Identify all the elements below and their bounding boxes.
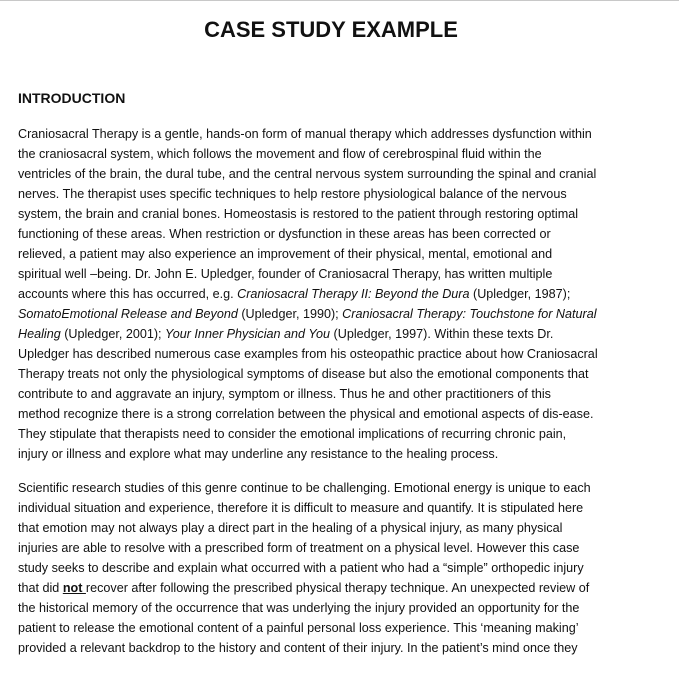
text-segment: the craniosacral system, which follows the movement and flow of cerebrospinal fluid within the [18,147,542,161]
text-line [18,364,668,384]
text-segment: provided a relevant backdrop to the history and content of their injury. In the patient’s mind once they [18,641,578,655]
text-segment: Scientific research studies of this genre continue to be challenging. Emotional energy is unique to each [18,481,591,495]
text-line [18,224,668,244]
text-line [18,498,668,518]
text-line [18,558,668,578]
text-segment: spiritual well –being. Dr. John E. Upledger, founder of Craniosacral Therapy, has written multiple [18,267,553,281]
text-segment: that did [18,581,63,595]
text-line [18,478,668,498]
italic-book-title: Healing [18,327,61,341]
top-border-line [0,0,679,1]
text-line [18,304,668,324]
text-line [18,578,668,598]
text-segment: ventricles of the brain, the dural tube, and the central nervous system surrounding the spinal and cranial [18,167,597,181]
text-segment: Craniosacral Therapy is a gentle, hands-on form of manual therapy which addresses dysfunction within [18,127,592,141]
text-line [18,384,668,404]
text-segment: Therapy treats not only the physiological symptoms of disease but also the emotional components that [18,367,589,381]
text-line [18,404,668,424]
text-segment: recover after following the prescribed physical therapy technique. An unexpected review of [85,581,590,595]
text-segment: They stipulate that therapists need to consider the emotional implications of recurring chronic pain, [18,427,567,441]
text-line [18,204,668,224]
text-line [18,184,668,204]
text-segment: accounts where this has occurred, e.g. [18,287,238,301]
text-line [18,444,668,464]
text-segment: (Upledger, 1990); [237,307,343,321]
text-segment: the historical memory of the occurrence that was underlying the injury provided an opportunity for the [18,601,580,615]
text-segment: method recognize there is a strong correlation between the physical and emotional aspects of dis-ease. [18,407,594,421]
text-line [18,518,668,538]
text-line [18,284,668,304]
text-line [18,144,668,164]
text-segment: system, the brain and cranial bones. Homeostasis is restored to the patient through restoring optimal [18,207,579,221]
italic-book-title: Your Inner Physician and You [165,327,331,341]
text-segment: injury or illness and explore what may underline any resistance to the healing process. [18,447,499,461]
text-line [18,344,668,364]
text-segment: functioning of these areas. When restriction or dysfunction in these areas has been corrected or [18,227,551,241]
document-title: CASE STUDY EXAMPLE [204,17,458,42]
text-line [18,164,668,184]
paragraph-introduction-1 [18,124,668,464]
text-line [18,598,668,618]
section-heading-introduction: INTRODUCTION [18,90,126,106]
italic-book-title: SomatoEmotional Release and Beyond [18,307,238,321]
text-line [18,538,668,558]
underlined-emphasis: not [62,581,86,595]
text-segment: (Upledger, 2001); [60,327,166,341]
text-segment: contribute to and aggravate an injury, symptom or illness. Thus he and other practitioners of this [18,387,551,401]
text-line [18,244,668,264]
text-line [18,124,668,144]
text-line [18,424,668,444]
italic-book-title: Craniosacral Therapy: Touchstone for Natural [342,307,597,321]
text-line [18,618,668,638]
text-segment: (Upledger, 1997). Within these texts Dr. [330,327,554,341]
text-segment: individual situation and experience, therefore it is difficult to measure and quantify. It is stipulated here [18,501,584,515]
text-line [18,324,668,344]
text-segment: that emotion may not always play a direct part in the healing of a physical injury, as many physical [18,521,563,535]
text-line [18,264,668,284]
text-segment: nerves. The therapist uses specific techniques to help restore physiological balance of the nervous [18,187,567,201]
text-segment: relieved, a patient may also experience an improvement of their physical, mental, emotional and [18,247,553,261]
text-segment: study seeks to describe and explain what occurred with a patient who had a “simple” orthopedic injury [18,561,584,575]
text-segment: patient to release the emotional content of a painful personal loss experience. This ‘meaning making’ [18,621,579,635]
text-line [18,638,668,658]
text-segment: injuries are able to resolve with a prescribed form of treatment on a physical level. However this case [18,541,580,555]
paragraph-introduction-2 [18,478,668,658]
text-segment: Upledger has described numerous case examples from his osteopathic practice about how Craniosacral [18,347,598,361]
text-segment: (Upledger, 1987); [469,287,571,301]
italic-book-title: Craniosacral Therapy II: Beyond the Dura [237,287,470,301]
